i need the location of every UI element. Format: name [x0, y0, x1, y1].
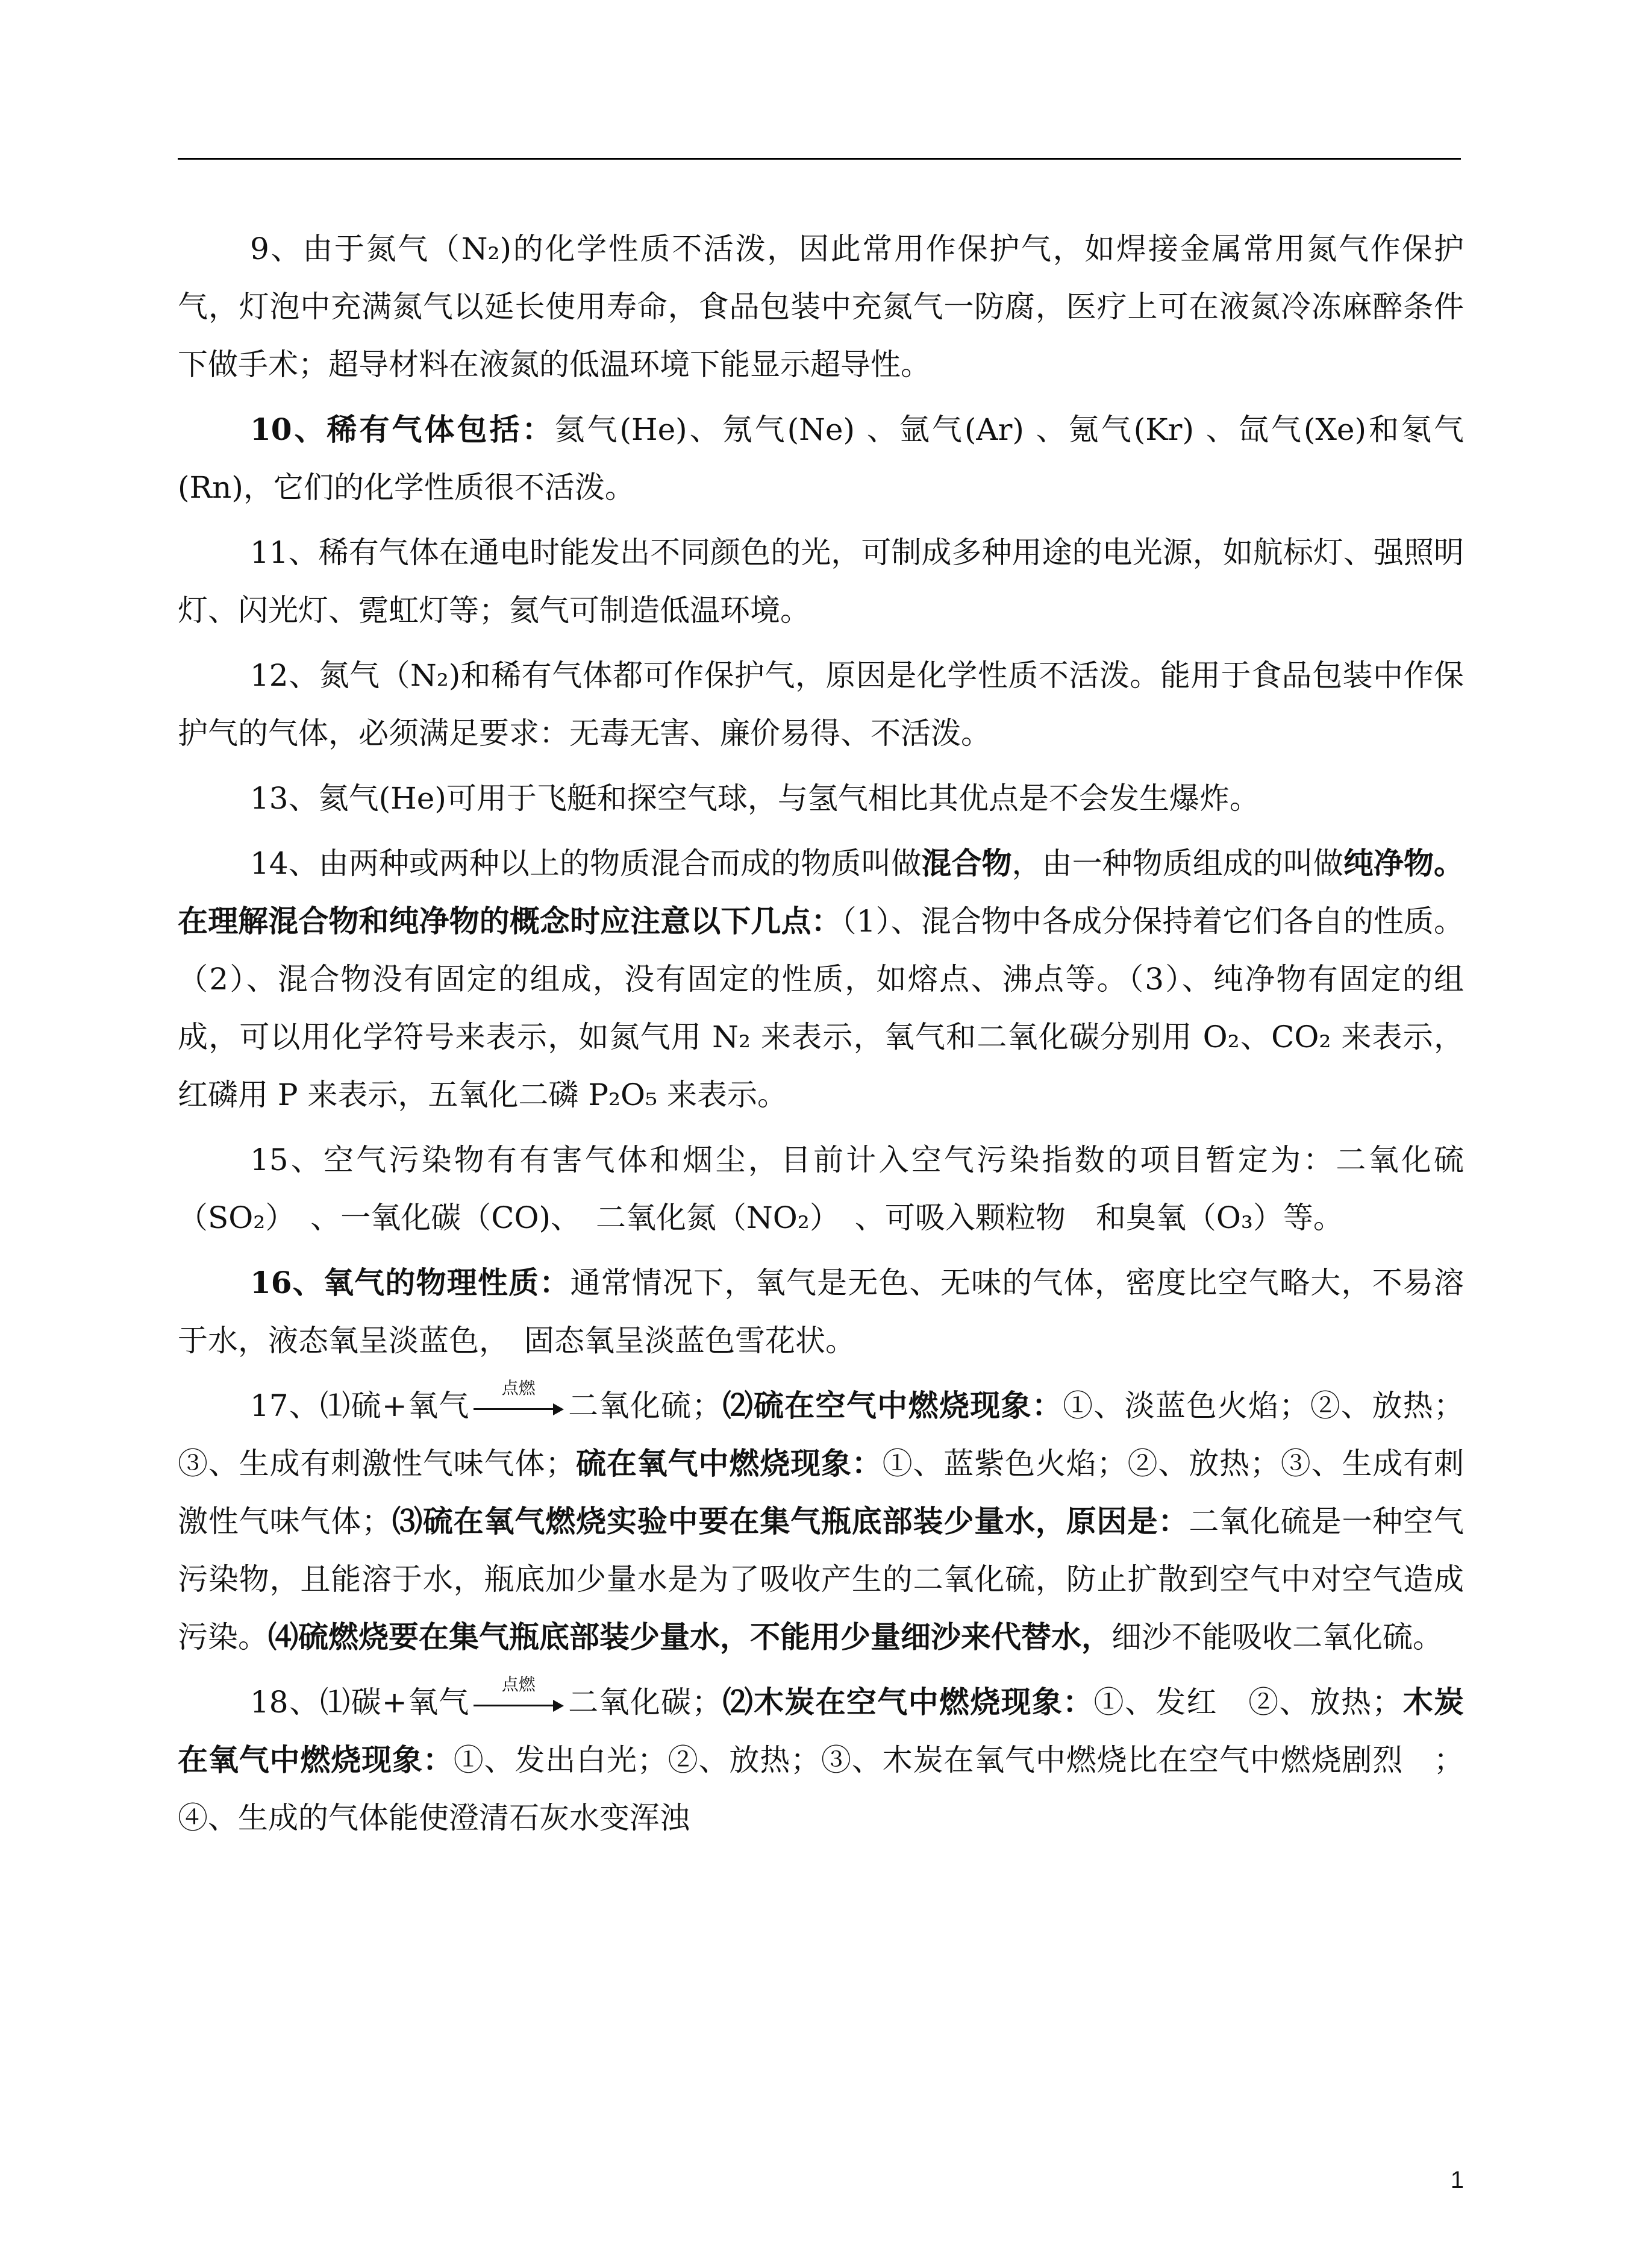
paragraph-10-text: 氦气(He)、氖气(Ne) 、氩气(Ar) 、氪气(Kr) 、氙气(Xe)和氡气(Rn)，它们的化学性质很不活泼。	[178, 412, 1464, 505]
term-pure-substance: 纯净物。在理解混合物和纯净物的概念时应注意以下几点：	[178, 845, 1465, 939]
paragraph-16	[178, 1254, 1464, 1370]
paragraph-18-equation-right: 二氧化碳；	[567, 1685, 722, 1720]
paragraph-14	[178, 835, 1464, 1124]
paragraph-14-text-c: ，由一种物质组成的叫做	[1011, 846, 1343, 881]
paragraph-18-text-d: ①、发红 ②、放热；	[1093, 1685, 1402, 1720]
paragraph-12	[178, 647, 1464, 762]
header-rule	[178, 158, 1461, 160]
paragraph-16-heading: 16、氧气的物理性质：	[250, 1265, 571, 1300]
reaction-condition: 点燃	[501, 1674, 536, 1694]
paragraph-18-equation-left: 18、⑴碳+氧气	[250, 1685, 470, 1720]
paragraph-17-text-f: ①、蓝紫色火焰；②、放热；③、生成有刺激性气味气体；	[178, 1446, 1465, 1539]
paragraph-18-subhead-air: ⑵木炭在空气中燃烧现象：	[722, 1684, 1094, 1720]
reaction-condition: 点燃	[501, 1378, 536, 1398]
paragraph-15-text: 15、空气污染物有有害气体和烟尘，目前计入空气污染指数的项目暂定为：二氧化硫（SO₂） 、一氧化碳（CO)、 二氧化氮（NO₂） 、可吸入颗粒物 和臭氧（O₃）等。	[178, 1142, 1464, 1235]
paragraph-17-text-j: 细沙不能吸收二氧化硫。	[1111, 1620, 1443, 1655]
paragraph-11-text: 11、稀有气体在通电时能发出不同颜色的光，可制成多种用途的电光源，如航标灯、强照明灯、闪光灯、霓虹灯等；氦气可制造低温环境。	[178, 535, 1464, 628]
term-mixture: 混合物	[921, 845, 1012, 881]
paragraph-17-text-h: 二氧化硫是一种空气污染物，且能溶于水，瓶底加少量水是为了吸收产生的二氧化硫，防止扩散到空气中对空气造成污染。	[178, 1504, 1465, 1655]
paragraph-12-text: 12、氮气（N₂)和稀有气体都可作保护气，原因是化学性质不活泼。能用于食品包装中作保护气的气体，必须满足要求：无毒无害、廉价易得、不活泼。	[178, 658, 1464, 751]
paragraph-18-text-f: ①、发出白光；②、放热；③、木炭在氧气中燃烧比在空气中燃烧剧烈 ；④、生成的气体能使澄清石灰水变浑浊	[178, 1743, 1465, 1835]
paragraph-17-equation-left: 17、⑴硫+氧气	[250, 1388, 470, 1423]
paragraph-18-subhead-oxygen: 木炭在氧气中燃烧现象：	[178, 1684, 1465, 1778]
paragraph-13	[178, 769, 1464, 827]
paragraph-14-text-a: 14、由两种或两种以上的物质混合而成的物质叫做	[250, 846, 922, 881]
paragraph-9-text: 9、由于氮气（N₂)的化学性质不活泼，因此常用作保护气，如焊接金属常用氮气作保护气，灯泡中充满氮气以延长使用寿命，食品包装中充氮气一防腐，医疗上可在液氮冷冻麻醉条件下做手术；超导材料在液氮的低温环境下能显示超导性。	[178, 231, 1464, 382]
paragraph-17	[178, 1377, 1464, 1666]
paragraph-14-text-e: （1）、混合物中各成分保持着它们各自的性质。（2）、混合物没有固定的组成，没有固定的性质，如熔点、沸点等。（3）、纯净物有固定的组成，可以用化学符号来表示，如氮气用 N₂ 来表示，氧气和二氧化碳分别用 O₂、CO₂ 来表示，红磷用 P 来表示，五氧化二磷 P₂O₅ 来表示。	[178, 904, 1465, 1112]
reaction-arrow-icon	[474, 1674, 564, 1717]
paragraph-17-subhead-oxygen: 硫在氧气中燃烧现象：	[575, 1446, 883, 1481]
paragraph-17-subhead-water: ⑶硫在氧气燃烧实验中要在集气瓶底部装少量水，原因是：	[392, 1503, 1189, 1539]
paragraph-10	[178, 401, 1464, 516]
paragraph-10-heading: 10、稀有气体包括：	[250, 412, 555, 447]
reaction-arrow-icon	[474, 1378, 564, 1420]
paragraph-15	[178, 1131, 1464, 1247]
paragraph-17-text-d: ①、淡蓝色火焰；②、放热；③、生成有刺激性气味气体；	[178, 1388, 1464, 1481]
paragraph-17-subhead-sand: ⑷硫燃烧要在集气瓶底部装少量水，不能用少量细沙来代替水，	[268, 1619, 1111, 1655]
paragraph-9	[178, 220, 1464, 393]
document-body	[178, 220, 1464, 1854]
paragraph-17-subhead-air: ⑵硫在空气中燃烧现象：	[722, 1388, 1063, 1423]
paragraph-17-equation-right: 二氧化硫；	[567, 1388, 722, 1423]
paragraph-13-text: 13、氦气(He)可用于飞艇和探空气球，与氢气相比其优点是不会发生爆炸。	[250, 781, 1260, 816]
paragraph-11	[178, 524, 1464, 639]
paragraph-16-text: 通常情况下，氧气是无色、无味的气体，密度比空气略大，不易溶于水，液态氧呈淡蓝色， 固态氧呈淡蓝色雪花状。	[178, 1265, 1464, 1358]
paragraph-18	[178, 1673, 1464, 1847]
page-number: 1	[1450, 2167, 1464, 2193]
